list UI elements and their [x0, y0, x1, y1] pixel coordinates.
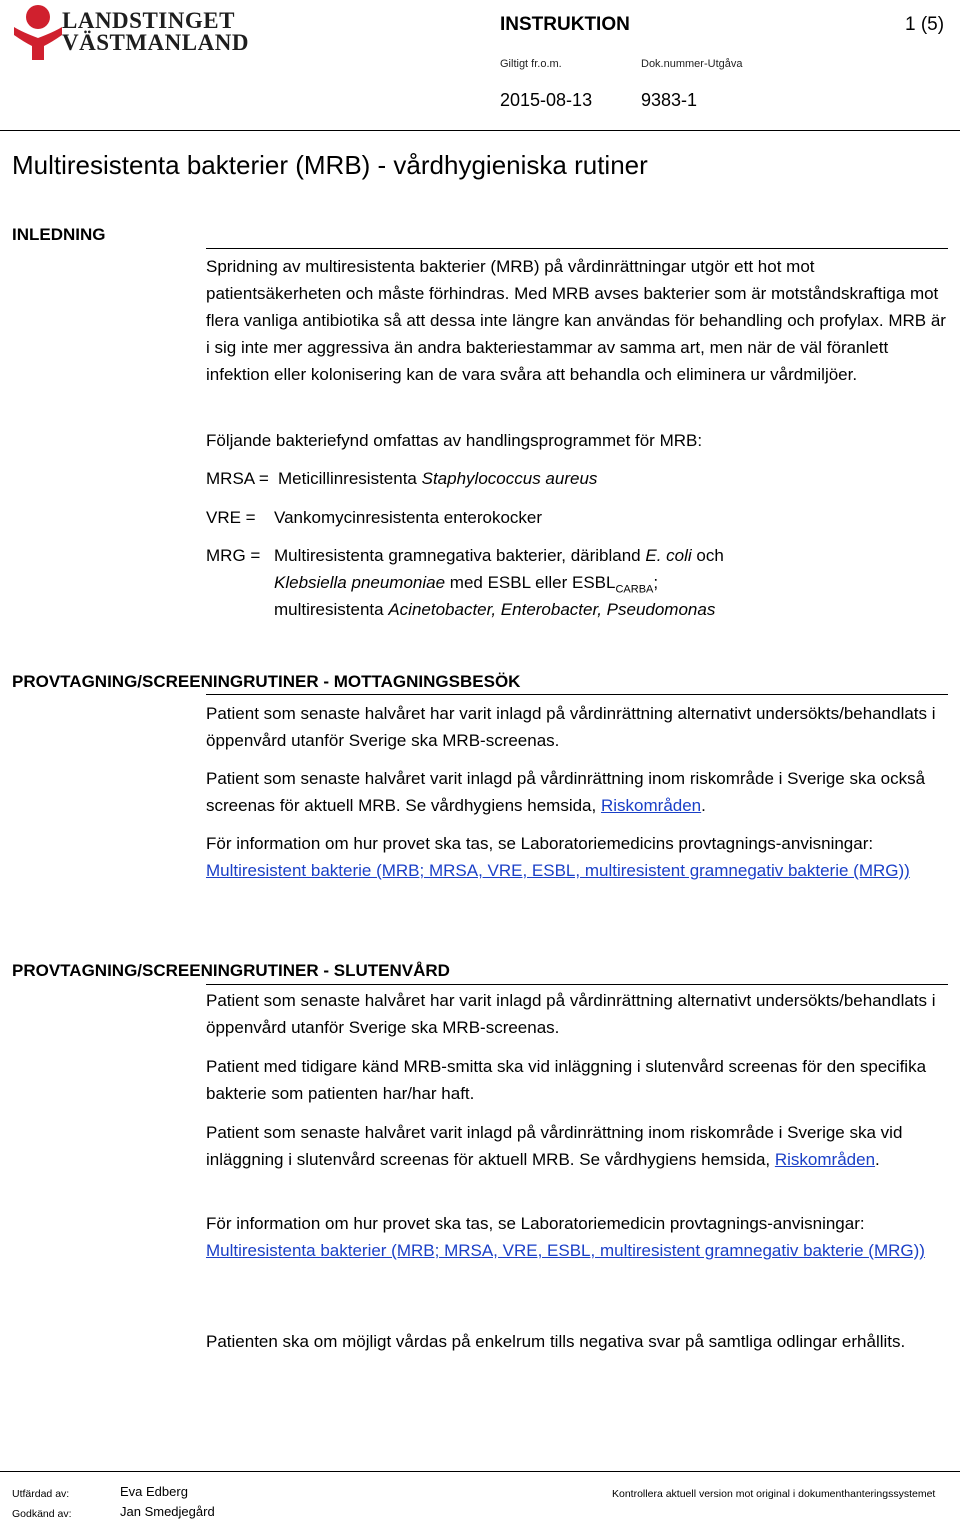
provtagning-link[interactable]: Multiresistent bakterie (MRB; MRSA, VRE, ESBL, multiresistent gramnegativ bakterie (MRG))	[206, 861, 910, 880]
mottagning-p1: Patient som senaste halvåret har varit inlagd på vårdinrättning alternativt undersökts/behandlats i öppenvård utanför Sverige ska MRB-screenas.	[206, 704, 936, 750]
docnum-label: Dok.nummer-Utgåva	[641, 58, 743, 70]
abbr-mrsa	[206, 465, 948, 492]
intro-lead-text: Följande bakteriefynd omfattas av handlingsprogrammet för MRB:	[206, 431, 703, 450]
intro-text-1: Spridning av multiresistenta bakterier (MRB) på vårdinrättningar utgör ett hot mot patientsäkerheten och måste förhindras.	[206, 257, 815, 303]
slutenvard-p2: Patient med tidigare känd MRB-smitta ska vid inläggning i slutenvård screenas för den specifika bakterie som patienten har/har haft.	[206, 1057, 927, 1103]
docnum-value: 9383-1	[641, 90, 698, 110]
abbr-mrg	[206, 542, 948, 623]
page-number: 1 (5)	[905, 14, 945, 35]
abbr-key: MRSA =	[206, 469, 269, 488]
abbr-key: MRG =	[206, 546, 261, 565]
approved-name: Jan Smedjegård	[120, 1504, 215, 1519]
mottagning-p2: Patient som senaste halvåret varit inlagd på vårdinrättning inom riskområde i Sverige ska också screenas för aktuell MRB. Se vårdhygiens hemsida, Riskområden.	[206, 769, 926, 815]
issued-label: Utfärdad av:	[12, 1488, 70, 1500]
provtagning-link[interactable]: Multiresistenta bakterier (MRB; MRSA, VRE, ESBL, multiresistent gramnegativ bakterie (MRG))	[206, 1241, 925, 1260]
slutenvard-p1: Patient som senaste halvåret har varit inlagd på vårdinrättning alternativt undersökts/behandlats i öppenvård utanför Sverige ska MRB-screenas.	[206, 991, 936, 1037]
slutenvard-p3: Patient som senaste halvåret varit inlagd på vårdinrättning inom riskområde i Sverige ska vid inläggning i slutenvård screenas för aktuell MRB. Se vårdhygiens hemsida, Riskområden.	[206, 1123, 903, 1169]
abbr-vre	[206, 504, 948, 531]
footer-note: Kontrollera aktuell version mot original i dokumenthanteringssystemet	[612, 1488, 936, 1500]
slutenvard-p4: För information om hur provet ska tas, se Laboratoriemedicin provtagnings-anvisningar: Multiresistenta bakterier (MRB; MRSA, VRE, ESBL, multiresistent gramnegativ bakterie (MRG))	[206, 1214, 925, 1260]
section-rule	[206, 248, 948, 249]
section-heading-mottagning: PROVTAGNING/SCREENINGRUTINER - MOTTAGNINGSBESÖK	[12, 672, 521, 691]
intro-text-2: Med MRB avses bakterier som är motståndskraftiga mot flera vanliga antibiotika så att dessa inte längre kan användas för behandling och profylax.	[206, 284, 939, 330]
logo-line1: LANDSTINGET	[62, 8, 235, 33]
valid-from-label: Giltigt fr.o.m.	[500, 58, 562, 70]
section-rule	[206, 984, 948, 985]
issued-name: Eva Edberg	[120, 1484, 188, 1499]
abbr-value: Meticillinresistenta Staphylococcus aureus	[278, 469, 598, 488]
abbr-value: Vankomycinresistenta enterokocker	[274, 508, 543, 527]
header-divider	[0, 130, 960, 131]
intro-text-3: MRB är i sig inte mer aggressiva än andra bakteriestammar av samma art, men när de väl föranlett infektion eller kolonisering kan de vara svåra att behandla och eliminera ur vårdmiljöer.	[206, 311, 946, 384]
abbr-key: VRE =	[206, 508, 256, 527]
mottagning-p3: För information om hur provet ska tas, se Laboratoriemedicins provtagnings-anvisningar: Multiresistent bakterie (MRB; MRSA, VRE, ESBL, multiresistent gramnegativ bakterie (MRG))	[206, 834, 910, 880]
intro-list-lead	[206, 427, 948, 454]
section-rule	[206, 694, 948, 695]
doc-type: INSTRUKTION	[500, 14, 630, 35]
logo-text	[62, 10, 249, 54]
section-heading-intro: INLEDNING	[12, 225, 106, 244]
slutenvard-p5: Patienten ska om möjligt vårdas på enkelrum tills negativa svar på samtliga odlingar erhållits.	[206, 1332, 906, 1351]
valid-from-value: 2015-08-13	[500, 90, 593, 110]
riskomraden-link[interactable]: Riskområden	[600, 796, 702, 815]
riskomraden-link[interactable]: Riskområden	[774, 1150, 876, 1169]
section-heading-slutenvard: PROVTAGNING/SCREENINGRUTINER - SLUTENVÅRD	[12, 961, 450, 980]
intro-paragraph	[206, 253, 948, 388]
approved-label: Godkänd av:	[12, 1508, 72, 1520]
footer-divider	[0, 1471, 960, 1472]
page-title: Multiresistenta bakterier (MRB) - vårdhygieniska rutiner	[12, 150, 648, 180]
abbr-value-line2: Klebsiella pneumoniae med ESBL eller $ESBL_{CARBA}$;	[274, 573, 659, 596]
abbr-value-line3: multiresistenta Acinetobacter, Enterobacter, Pseudomonas	[274, 600, 716, 619]
logo-line2: VÄSTMANLAND	[62, 30, 249, 55]
abbr-value-line1: Multiresistenta gramnegativa bakterier, däribland E. coli och	[274, 546, 724, 565]
